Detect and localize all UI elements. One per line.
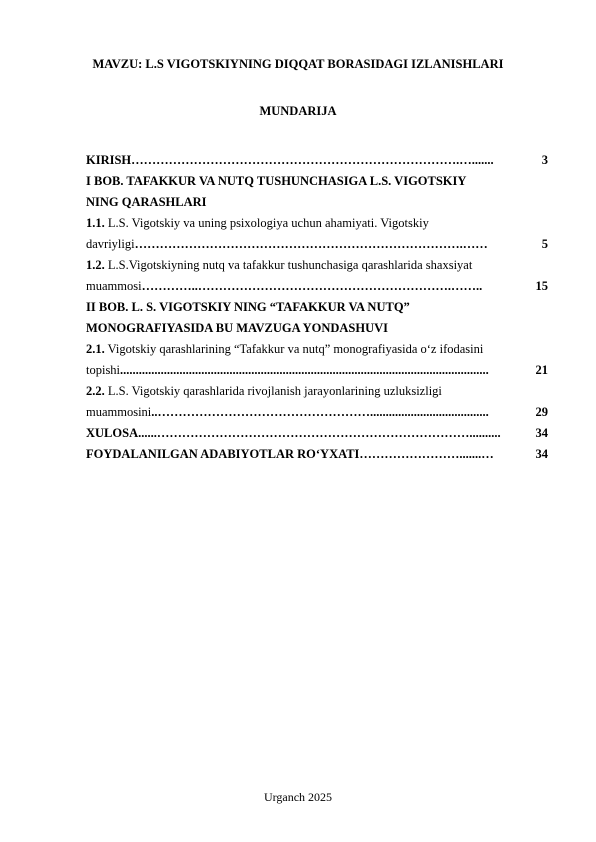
toc-page-number: 3 — [541, 153, 548, 167]
toc-page-number: 34 — [535, 426, 548, 440]
table-of-contents — [86, 150, 548, 465]
toc-heading: MUNDARIJA — [259, 104, 337, 118]
toc-section-text: L.S. Vigotskiy qarashlarida rivojlanish jarayonlarining uzluksizligi — [104, 384, 442, 398]
toc-chapter-1-line-2[interactable]: NING QARASHLARI — [86, 195, 207, 209]
toc-section-1-1-line-1[interactable] — [86, 213, 548, 234]
toc-chapter-1-line-1[interactable]: I BOB. TAFAKKUR VA NUTQ TUSHUNCHASIGA L.S. VIGOTSKIY — [86, 174, 467, 188]
toc-leader: …………..…………………………………………………….…….. — [141, 279, 483, 293]
page-title: MAVZU: L.S VIGOTSKIYNING DIQQAT BORASIDAGI IZLANISHLARI — [92, 57, 504, 71]
toc-section-1-1-line-2[interactable] — [86, 234, 548, 255]
toc-leader: …………………………………………………………………….…… — [134, 237, 488, 251]
toc-entry-text: KIRISH — [86, 153, 132, 167]
toc-section-1-2-line-1[interactable] — [86, 255, 548, 276]
toc-section-number: 1.2. — [86, 258, 105, 272]
toc-section-text: davriyligi — [86, 237, 135, 251]
toc-section-text: muammosini — [86, 405, 152, 419]
toc-chapter-2-line-2[interactable]: MONOGRAFIYASIDA BU MAVZUGA YONDASHUVI — [86, 321, 389, 335]
toc-leader: ......………………………………………………………………….......... — [138, 426, 501, 440]
toc-entry-kirish[interactable] — [86, 150, 548, 171]
toc-chapter-2-line-1[interactable]: II BOB. L. S. VIGOTSKIY NING “TAFAKKUR VA NUTQ” — [86, 300, 410, 314]
toc-section-text: muammosi — [86, 279, 142, 293]
toc-page-number: 29 — [535, 405, 548, 419]
page-footer: Urganch 2025 — [263, 790, 333, 804]
toc-section-text: topishi — [86, 363, 121, 377]
toc-section-number: 2.1. — [86, 342, 105, 356]
toc-section-1-2-line-2[interactable] — [86, 276, 548, 297]
toc-section-text: L.S. Vigotskiy va uning psixologiya uchun ahamiyati. Vigotskiy — [104, 216, 429, 230]
toc-section-2-2-line-2[interactable] — [86, 402, 548, 423]
toc-section-2-1-line-2[interactable] — [86, 360, 548, 381]
toc-leader: …………………….......… — [359, 447, 494, 461]
toc-page-number: 34 — [535, 447, 548, 461]
toc-page-number: 5 — [541, 237, 548, 251]
toc-section-number: 1.1. — [86, 216, 105, 230]
toc-section-text: L.S.Vigotskiyning nutq va tafakkur tushunchasiga qarashlarida shaxsiyat — [104, 258, 473, 272]
toc-entry-text: XULOSA — [86, 426, 139, 440]
toc-section-2-2-line-1[interactable] — [86, 381, 548, 402]
toc-page-number: 21 — [535, 363, 548, 377]
toc-section-number: 2.2. — [86, 384, 105, 398]
toc-leader: …………………………………………………………………….…....... — [131, 153, 494, 167]
toc-page-number: 15 — [535, 279, 548, 293]
toc-section-text: Vigotskiy qarashlarining “Tafakkur va nutq” monografiyasida o‘z ifodasini — [104, 342, 484, 356]
toc-entry-bibliography[interactable] — [86, 444, 548, 465]
toc-leader: ...................................................................................................................... — [120, 363, 489, 377]
toc-entry-xulosa[interactable] — [86, 423, 548, 444]
toc-leader: ..……………………………………………...................................... — [151, 405, 489, 419]
toc-entry-text: FOYDALANILGAN ADABIYOTLAR RO‘YXATI — [86, 447, 360, 461]
toc-section-2-1-line-1[interactable] — [86, 339, 548, 360]
